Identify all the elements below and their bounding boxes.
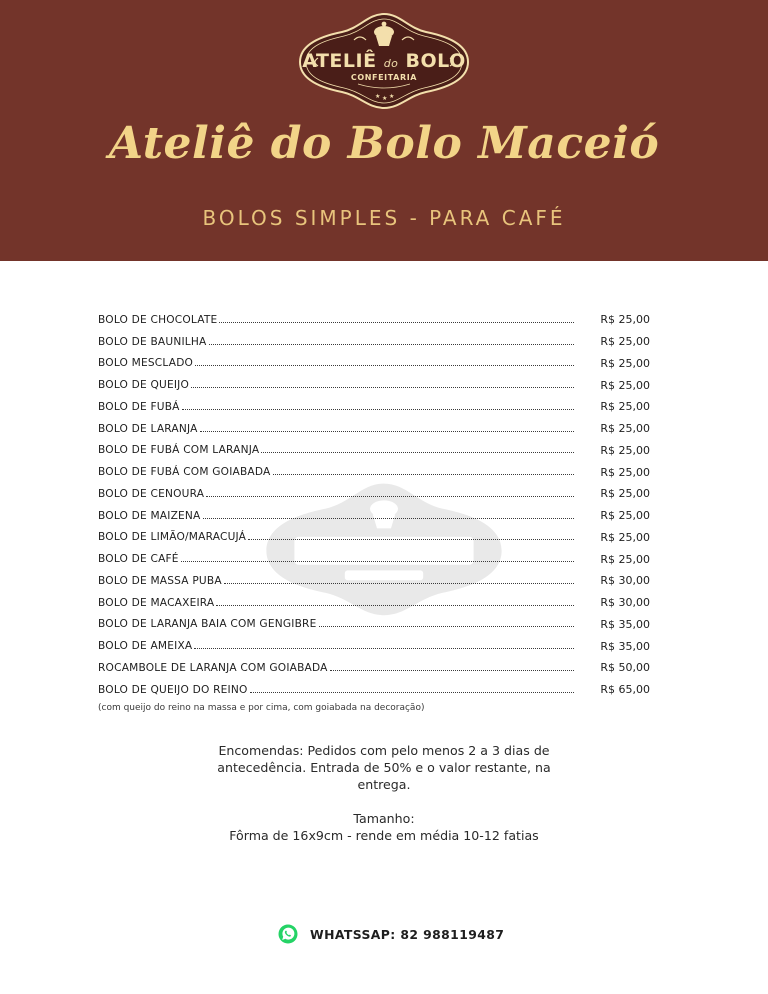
dot-leader xyxy=(219,313,574,323)
menu-item-name: BOLO DE LARANJA BAIA COM GENGIBRE xyxy=(98,618,317,631)
menu-item-name: BOLO DE FUBÁ xyxy=(98,400,180,413)
svg-text:★: ★ xyxy=(375,93,381,100)
menu-item-price: R$ 30,00 xyxy=(600,574,650,588)
menu-item-price: R$ 25,00 xyxy=(600,487,650,501)
menu-item xyxy=(98,548,650,570)
menu-item-name: BOLO DE CENOURA xyxy=(98,487,205,500)
menu-item-name: BOLO DE MASSA PUBA xyxy=(98,574,222,587)
menu-item-price: R$ 25,00 xyxy=(600,443,650,457)
contact-footer xyxy=(278,922,538,946)
dot-leader xyxy=(182,400,574,410)
dot-leader xyxy=(273,465,575,475)
logo-word-left: ATELIÊ xyxy=(302,50,377,72)
menu-item-price: R$ 25,00 xyxy=(600,356,650,370)
menu-item-name: ROCAMBOLE DE LARANJA COM GOIABADA xyxy=(98,661,328,674)
menu-item-name: BOLO DE CHOCOLATE xyxy=(98,313,218,326)
menu-item-price: R$ 35,00 xyxy=(600,639,650,653)
menu-item-price: R$ 65,00 xyxy=(600,683,650,697)
dot-leader xyxy=(209,335,574,345)
menu-item-price: R$ 50,00 xyxy=(600,661,650,675)
menu-item xyxy=(98,418,650,440)
menu-item xyxy=(98,527,650,549)
order-info xyxy=(200,742,568,844)
dot-leader xyxy=(216,596,574,606)
logo-word-right: BOLO xyxy=(405,50,466,72)
dot-leader xyxy=(191,378,574,388)
whatsapp-contact[interactable]: WHATSSAP: 82 988119487 xyxy=(310,926,505,942)
menu-item-name: BOLO DE LIMÃO/MARACUJÁ xyxy=(98,531,247,544)
menu-item xyxy=(98,396,650,418)
dot-leader xyxy=(203,509,574,519)
menu-item xyxy=(98,309,650,331)
whatsapp-icon[interactable] xyxy=(278,924,298,944)
dot-leader xyxy=(248,530,574,540)
menu-item-price: R$ 25,00 xyxy=(600,378,650,392)
page-title: Ateliê do Bolo Maceió xyxy=(108,118,660,169)
menu-item-price: R$ 25,00 xyxy=(600,552,650,566)
menu-item-price: R$ 25,00 xyxy=(600,465,650,479)
menu-item-name: BOLO DE FUBÁ COM LARANJA xyxy=(98,444,260,457)
menu-list xyxy=(98,309,650,701)
page-subtitle: BOLOS SIMPLES - PARA CAFÉ xyxy=(202,206,566,230)
menu-item xyxy=(98,635,650,657)
menu-item-name: BOLO DE FUBÁ COM GOIABADA xyxy=(98,466,271,479)
menu-item xyxy=(98,570,650,592)
menu-item xyxy=(98,461,650,483)
menu-item-name: BOLO DE LARANJA xyxy=(98,422,198,435)
menu-item xyxy=(98,614,650,636)
menu-item-name: BOLO DE AMEIXA xyxy=(98,640,193,653)
svg-text:★: ★ xyxy=(389,93,395,100)
menu-item-name: BOLO DE QUEIJO xyxy=(98,379,190,392)
logo-wordmark xyxy=(296,50,472,72)
menu-item xyxy=(98,483,650,505)
menu-item xyxy=(98,440,650,462)
menu-item-price: R$ 25,00 xyxy=(600,335,650,349)
logo-subtitle: CONFEITARIA xyxy=(350,73,418,82)
dot-leader xyxy=(194,639,574,649)
menu-item xyxy=(98,592,650,614)
menu-item-name: BOLO DE MAIZENA xyxy=(98,509,201,522)
svg-text:★: ★ xyxy=(382,95,388,102)
menu-item-name: BOLO DE BAUNILHA xyxy=(98,335,207,348)
menu-item-name: BOLO MESCLADO xyxy=(98,357,194,370)
menu-item-price: R$ 25,00 xyxy=(600,422,650,436)
dot-leader xyxy=(319,617,575,627)
size-value: Fôrma de 16x9cm - rende em média 10-12 fatias xyxy=(229,828,539,843)
menu-item xyxy=(98,331,650,353)
menu-item-price: R$ 25,00 xyxy=(600,509,650,523)
header-banner xyxy=(0,0,768,261)
logo-word-small: do xyxy=(383,57,399,70)
dot-leader xyxy=(206,487,574,497)
menu-item-price: R$ 30,00 xyxy=(600,596,650,610)
menu-footnote: (com queijo do reino na massa e por cima, com goiabada na decoração) xyxy=(98,703,425,713)
orders-policy: Encomendas: Pedidos com pelo menos 2 a 3 dias de antecedência. Entrada de 50% e o valor restante, na entrega. xyxy=(217,743,551,792)
dot-leader xyxy=(330,661,574,671)
menu-item-price: R$ 25,00 xyxy=(600,530,650,544)
menu-item-price: R$ 25,00 xyxy=(600,400,650,414)
menu-item xyxy=(98,679,650,701)
size-label: Tamanho: xyxy=(353,811,415,826)
menu-item-name: BOLO DE CAFÉ xyxy=(98,553,179,566)
menu-item-price: R$ 25,00 xyxy=(600,313,650,327)
menu-item xyxy=(98,505,650,527)
menu-item xyxy=(98,657,650,679)
menu-item-name: BOLO DE MACAXEIRA xyxy=(98,596,215,609)
dot-leader xyxy=(250,683,574,693)
menu-item-name: BOLO DE QUEIJO DO REINO xyxy=(98,683,248,696)
dot-leader xyxy=(181,552,574,562)
dot-leader xyxy=(195,356,574,366)
menu-item-price: R$ 35,00 xyxy=(600,617,650,631)
dot-leader xyxy=(261,443,574,453)
brand-logo xyxy=(296,10,472,110)
dot-leader xyxy=(200,422,574,432)
menu-item xyxy=(98,353,650,375)
dot-leader xyxy=(224,574,574,584)
menu-item xyxy=(98,374,650,396)
